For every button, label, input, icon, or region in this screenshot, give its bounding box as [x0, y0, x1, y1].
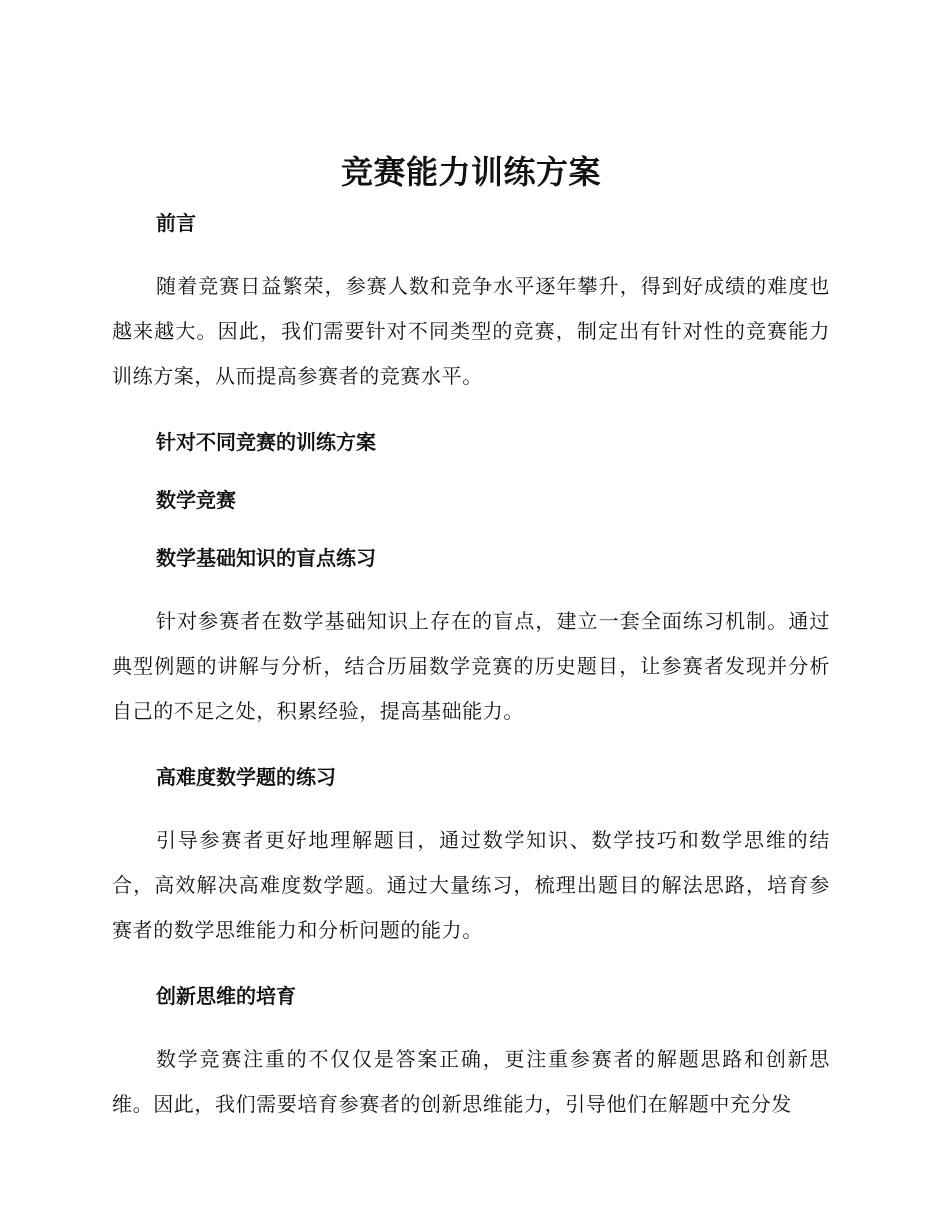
spacer	[112, 457, 830, 485]
spacer	[112, 734, 830, 762]
heading-blindspot-practice: 数学基础知识的盲点练习	[156, 546, 376, 570]
spacer	[112, 573, 830, 599]
spacer	[112, 399, 830, 427]
heading-hard-problems: 高难度数学题的练习	[156, 765, 336, 789]
paragraph-creative-thinking: 数学竞赛注重的不仅仅是答案正确，更注重参赛者的解题思路和创新思维。因此，我们需要培育参赛者的创新思维能力，引导他们在解题中充分发	[112, 1047, 830, 1116]
spacer	[112, 792, 830, 818]
spacer	[112, 953, 830, 981]
heading-preface: 前言	[156, 211, 196, 235]
paragraph-blindspot-practice: 针对参赛者在数学基础知识上存在的盲点，建立一套全面练习机制。通过典型例题的讲解与分析，结合历届数学竞赛的历史题目，让参赛者发现并分析自己的不足之处，积累经验，提高基础能力。	[112, 609, 830, 723]
heading-math-competition: 数学竞赛	[156, 488, 236, 512]
spacer	[112, 238, 830, 264]
paragraph-hard-problems: 引导参赛者更好地理解题目，通过数学知识、数学技巧和数学思维的结合，高效解决高难度数学题。通过大量练习，梳理出题目的解法思路，培育参赛者的数学思维能力和分析问题的能力。	[112, 828, 830, 942]
heading-training-plans: 针对不同竞赛的训练方案	[156, 430, 376, 454]
document-title: 竞赛能力训练方案	[340, 153, 601, 191]
paragraph-preface: 随着竞赛日益繁荣，参赛人数和竞争水平逐年攀升，得到好成绩的难度也越来越大。因此，我们需要针对不同类型的竞赛，制定出有针对性的竞赛能力训练方案，从而提高参赛者的竞赛水平。	[112, 274, 830, 388]
spacer	[112, 1011, 830, 1037]
heading-creative-thinking: 创新思维的培育	[156, 984, 296, 1008]
spacer	[112, 196, 830, 208]
spacer	[112, 515, 830, 543]
